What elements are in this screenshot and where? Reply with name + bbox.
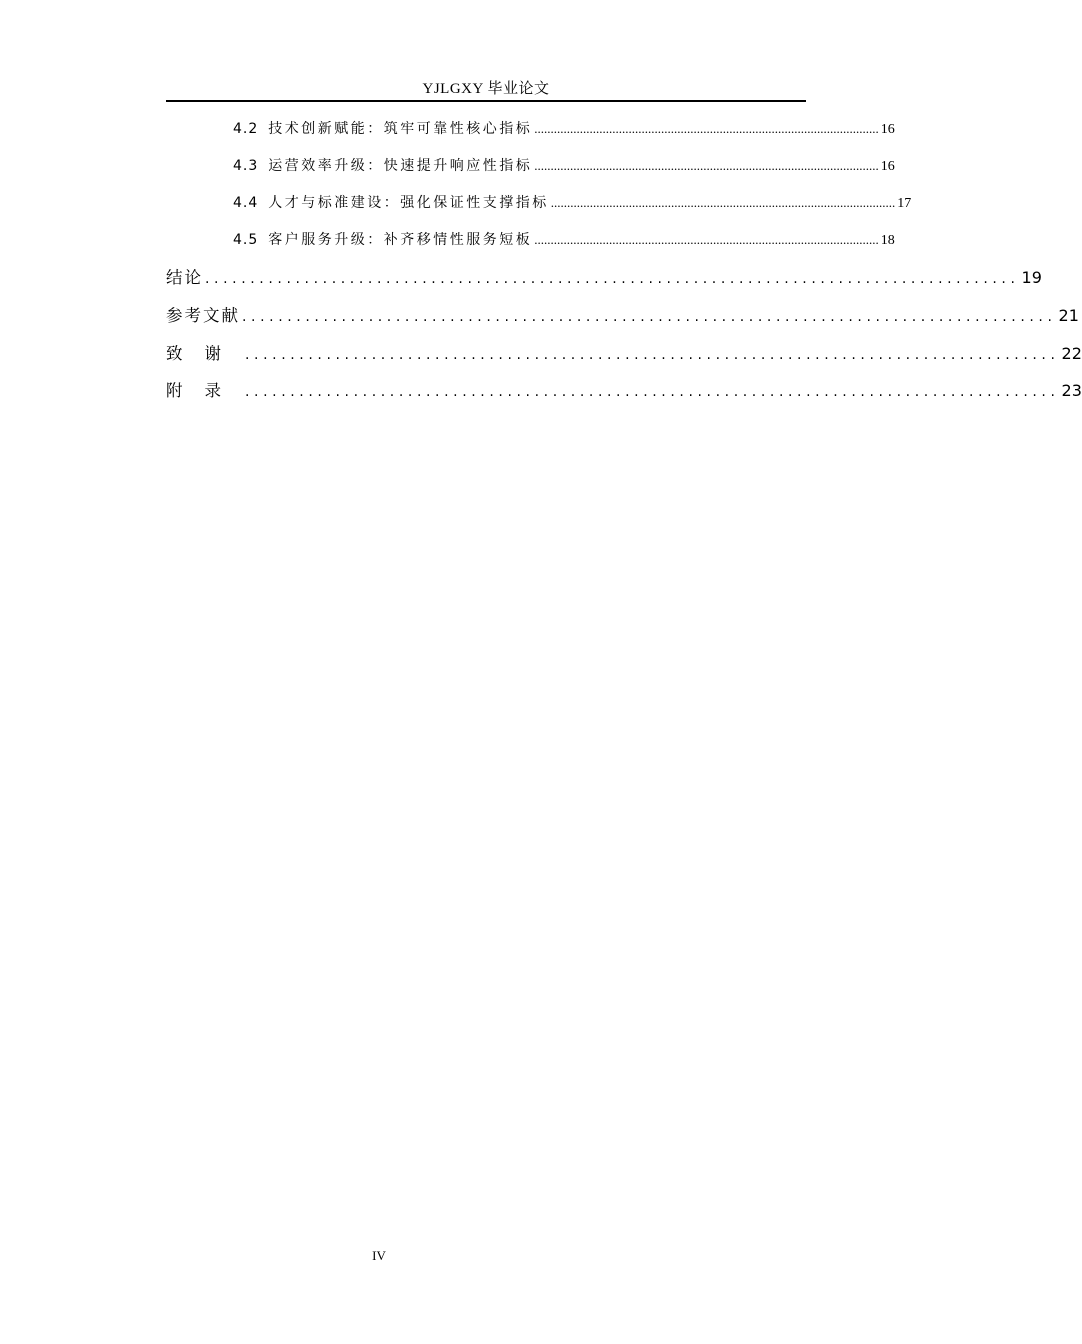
toc-entry-page: 16 — [880, 159, 895, 174]
toc-entry-title: 致谢 — [166, 344, 243, 363]
page-header-title: YJLGXY 毕业论文 — [422, 81, 550, 97]
toc-entry-number: 4.2 — [233, 121, 259, 137]
page-number: IV — [372, 1248, 386, 1263]
toc-entry-page: 18 — [880, 233, 895, 248]
toc-leader-dots: .......................................................................................................... — [534, 158, 879, 173]
toc-entry-number: 4.3 — [233, 158, 259, 174]
toc-entry-number: 4.5 — [233, 232, 259, 248]
header-rule — [166, 100, 806, 102]
toc-entry-page: 17 — [897, 196, 912, 211]
toc-entry-page: 22 — [1061, 344, 1082, 363]
toc-leader-dots: .......................................................................................... — [242, 309, 1057, 325]
toc-leader-dots: .......................................................................................................... — [534, 232, 879, 247]
toc-entry-number: 4.4 — [233, 195, 259, 211]
toc-entry-title: 附录 — [166, 381, 243, 400]
toc-entry-title: 客户服务升级：补齐移情性服务短板 — [268, 232, 533, 248]
toc-entry-title: 运营效率升级：快速提升响应性指标 — [268, 158, 533, 174]
toc-entry-references[interactable] — [166, 302, 1079, 326]
toc-entry-page: 21 — [1058, 306, 1079, 325]
toc-entry-title: 人才与标准建设：强化保证性支撑指标 — [268, 195, 549, 211]
toc-entry-appendix[interactable] — [166, 377, 1082, 401]
toc-leader-dots: .......................................................................................................... — [534, 121, 879, 136]
toc-entry-4-2[interactable] — [166, 118, 895, 138]
toc-entry-title: 结论 — [166, 268, 203, 287]
toc-entry-page: 19 — [1021, 268, 1042, 287]
toc-entry-acknowledgements[interactable] — [166, 340, 1082, 364]
toc-leader-dots: .......................................................................................... — [205, 271, 1020, 287]
toc-leader-dots: .......................................................................................... — [245, 384, 1060, 400]
toc-entry-page: 23 — [1061, 381, 1082, 400]
toc-entry-4-3[interactable] — [166, 155, 895, 175]
toc-entry-title: 参考文献 — [166, 306, 240, 325]
toc-entry-page: 16 — [880, 122, 895, 137]
toc-entry-4-5[interactable] — [166, 229, 895, 249]
toc-leader-dots: .......................................................................................... — [245, 347, 1060, 363]
toc-leader-dots: .......................................................................................................... — [550, 195, 896, 210]
toc-entry-4-4[interactable] — [166, 192, 912, 212]
toc-entry-title: 技术创新赋能：筑牢可靠性核心指标 — [268, 121, 533, 137]
toc-entry-conclusion[interactable] — [166, 264, 1042, 288]
